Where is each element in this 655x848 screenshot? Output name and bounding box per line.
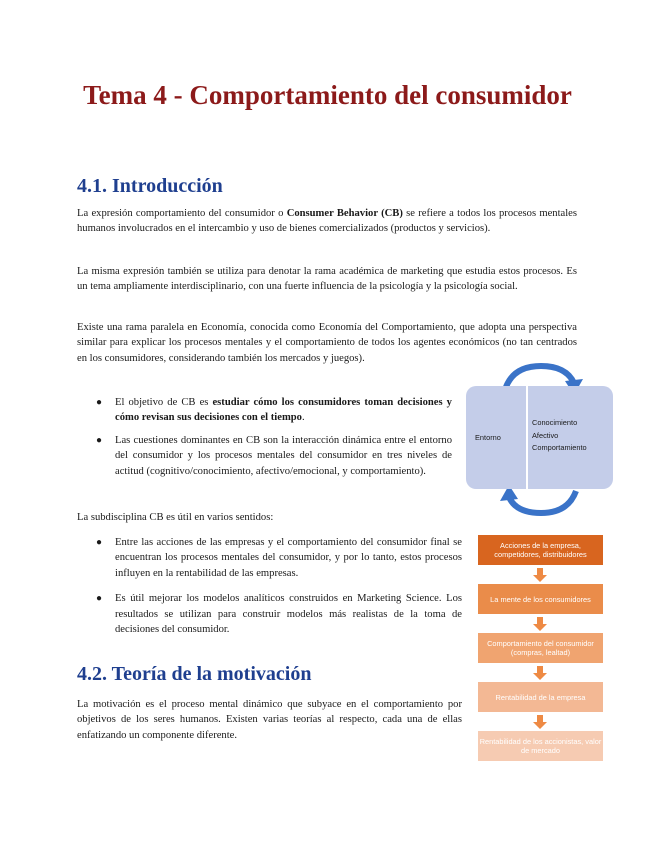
flow-diagram [478, 535, 603, 765]
paragraph-motivation: La motivación es el proceso mental dinámico que subyace en el comportamiento por objetivos de los seres humanos. Existen varias teorías al respecto, cada una de ellas enfatizando un componente diferente. [77, 699, 462, 741]
list-item [77, 395, 452, 426]
section-heading-motivacion: 4.2. Teoría de la motivación [77, 663, 312, 685]
section-heading-introduccion: 4.1. Introducción [77, 175, 223, 197]
bullet-list-usefulness [77, 535, 462, 644]
flow-step-box: Acciones de la empresa, competidores, distribuidores [478, 535, 603, 565]
bullet-icon: ● [96, 434, 103, 446]
list-item-pre: El objetivo de CB es [115, 397, 213, 408]
cycle-label-entorno: Entorno [475, 433, 501, 442]
cycle-divider [526, 386, 528, 489]
paragraph-definition [77, 206, 577, 237]
list-item-text: Entre las acciones de las empresas y el comportamiento del consumidor final se encuentran los procesos mentales del consumidor, y por lo tanto, estos procesos influyen en la rentabilidad de las empresas. [115, 537, 462, 579]
cycle-label-comportamiento: Comportamiento [532, 443, 587, 452]
bullet-icon: ● [96, 397, 103, 408]
bullet-icon: ● [96, 537, 103, 548]
page-title: Tema 4 - Comportamiento del consumidor [83, 80, 572, 110]
list-item-bold: estudiar cómo los consumidores toman decisiones y cómo revisan sus decisiones con el tiempo [115, 397, 452, 424]
flow-step-box: Rentabilidad de los accionistas, valor de mercado [478, 731, 603, 761]
bottom-cycle-arrow [509, 491, 576, 513]
paragraph-academic-branch: La misma expresión también se utiliza para denotar la rama académica de marketing que estudia estos procesos. Es un tema ampliamente interdisciplinario, con una fuerte influencia de la psicología y la psicología social. [77, 266, 577, 293]
paragraph-behavioral-economics [77, 320, 577, 366]
flow-down-arrow-icon [533, 666, 547, 680]
flow-step-box: Rentabilidad de la empresa [478, 682, 603, 712]
paragraph-definition-part1: La expresión comportamiento del consumidor o [77, 208, 287, 219]
flow-down-arrow-icon [533, 568, 547, 582]
flow-step-box: La mente de los consumidores [478, 584, 603, 614]
paragraph-definition-bold: Consumer Behavior (CB) [286, 208, 403, 219]
top-cycle-arrow [506, 366, 574, 387]
cycle-diagram [466, 363, 616, 518]
paragraph-definition-part2: se refiere a todos los procesos mentales humanos involucrados en el intercambio y uso de bienes comercializados (productos y servicios). [77, 208, 578, 235]
list-item [77, 433, 452, 479]
paragraph-behavioral-economics-text: Existe una rama paralela en Economía, conocida como Economía del Comportamiento, que adopta una perspectiva similar para explicar los procesos mentales y el comportamiento de todos los agentes económicos (no tan centrados en los consumidores, considerando también los mercados y juegos). [77, 322, 577, 364]
cycle-label-conocimiento: Conocimiento [532, 418, 578, 427]
flow-down-arrow-icon [533, 617, 547, 631]
list-item-post: . [301, 412, 305, 424]
bullet-icon: ● [96, 593, 103, 605]
flow-down-arrow-icon [533, 715, 547, 729]
bullet-list-cb-objectives [77, 395, 452, 486]
cycle-label-afectivo: Afectivo [532, 430, 559, 440]
flow-step-box: Comportamiento del consumidor (compras, lealtad) [478, 633, 603, 663]
list-item [77, 591, 462, 637]
list-item [77, 535, 462, 581]
list-item-text: Es útil mejorar los modelos analíticos construidos en Marketing Science. Los resultados se utilizan para construir modelos más realistas de la toma de decisiones del consumidor. [115, 593, 462, 636]
paragraph-subdiscipline: La subdisciplina CB es útil en varios sentidos: [77, 512, 274, 523]
cycle-label-right [532, 417, 587, 455]
list-item-text: Las cuestiones dominantes en CB son la interacción dinámica entre el entorno del consumidor y los procesos mentales del consumidor en tres niveles de actitud (cognitivo/conocimiento, afectivo/emocional, y comportamiento). [115, 434, 452, 477]
